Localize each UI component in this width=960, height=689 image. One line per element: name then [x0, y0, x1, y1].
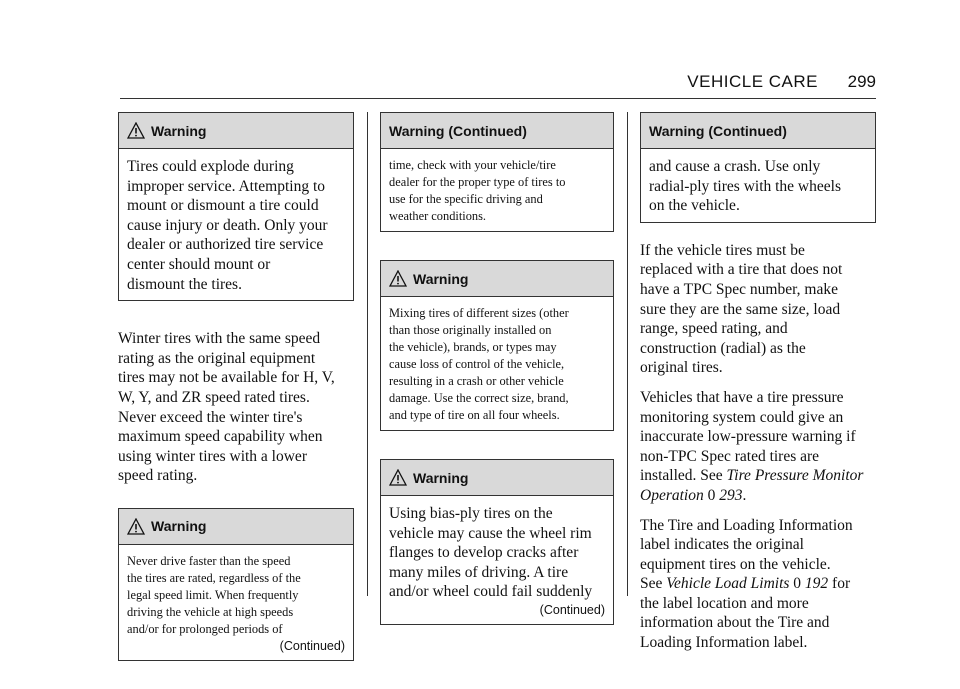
warning-triangle-icon: [127, 122, 145, 139]
text-line: Never drive faster than the speed: [127, 553, 291, 568]
text-line: mount or dismount a tire could: [127, 197, 319, 215]
text-line: label indicates the original: [640, 536, 804, 554]
text-fragment: .: [742, 486, 747, 504]
text-line: and cause a crash. Use only: [649, 158, 821, 175]
warning-body: [119, 545, 353, 660]
warning-body: [381, 149, 613, 231]
warning-title: Warning: [413, 469, 469, 486]
page-ref-number[interactable]: 293: [719, 486, 743, 504]
text-line: dealer for the proper type of tires to: [389, 175, 566, 189]
warning-box: [118, 508, 354, 661]
page-ref-number[interactable]: 192: [804, 575, 829, 593]
text-line: monitoring system could give an: [640, 408, 844, 426]
text-line: driving the vehicle at high speeds: [127, 604, 294, 619]
text-line: sure they are the same size, load: [640, 300, 841, 318]
continued-label: (Continued): [539, 602, 605, 617]
warning-title: Warning: [413, 270, 469, 287]
text-line: than those originally installed on: [389, 323, 552, 337]
body-paragraph: [640, 516, 876, 653]
cross-reference-link[interactable]: Operation: [640, 486, 704, 504]
text-line: non-TPC Spec rated tires are: [640, 447, 820, 465]
warning-header: [119, 509, 353, 545]
page-ref-arrow-icon: 0: [707, 486, 716, 504]
text-fragment: See: [640, 575, 667, 593]
text-fragment: for: [828, 575, 851, 593]
warning-box: [380, 459, 614, 625]
text-line: Vehicles that have a tire pressure: [640, 388, 844, 406]
text-line: cause injury or death. Only your: [127, 216, 328, 234]
warning-header: [641, 113, 875, 149]
text-line: have a TPC Spec number, make: [640, 280, 838, 298]
text-line: speed rating.: [118, 467, 198, 485]
text-line: and/or wheel could fail suddenly: [389, 583, 593, 601]
text-line: Winter tires with the same speed: [118, 330, 321, 348]
text-line: flanges to develop cracks after: [389, 544, 579, 562]
column-3: [640, 112, 876, 663]
text-line: Never exceed the winter tire's: [118, 408, 303, 426]
text-line: damage. Use the correct size, brand,: [389, 391, 569, 405]
text-line: The Tire and Loading Information: [640, 516, 853, 534]
warning-title: Warning (Continued): [389, 122, 527, 139]
text-line: on the vehicle.: [649, 197, 740, 215]
text-line: radial-ply tires with the wheels: [649, 177, 841, 195]
section-title: VEHICLE CARE: [687, 72, 818, 91]
warning-header: [119, 113, 353, 149]
text-line: replaced with a tire that does not: [640, 261, 843, 279]
text-line: time, check with your vehicle/tire: [389, 158, 556, 172]
text-line: improper service. Attempting to: [127, 177, 326, 195]
warning-body: [381, 297, 613, 430]
body-paragraph: [640, 388, 876, 506]
text-line: maximum speed capability when: [118, 428, 323, 446]
text-line: the label location and more: [640, 594, 809, 612]
column-divider: [627, 112, 628, 596]
warning-title: Warning (Continued): [649, 122, 787, 139]
cross-reference-link[interactable]: Vehicle Load Limits: [666, 575, 790, 593]
text-line: If the vehicle tires must be: [640, 241, 805, 259]
warning-title: Warning: [151, 518, 207, 535]
text-line: [640, 466, 876, 486]
warning-header: [381, 113, 613, 149]
warning-body: [381, 496, 613, 624]
text-line: [640, 574, 876, 594]
text-line: range, speed rating, and: [640, 320, 788, 338]
column-2: [380, 112, 614, 653]
body-paragraph: [118, 329, 354, 486]
text-line: rating as the original equipment: [118, 349, 316, 367]
text-line: dealer or authorized tire service: [127, 236, 324, 254]
text-line: resulting in a crash or other vehicle: [389, 374, 564, 388]
text-line: construction (radial) as the: [640, 339, 806, 357]
text-line: legal speed limit. When frequently: [127, 587, 299, 602]
text-line: inaccurate low-pressure warning if: [640, 428, 856, 446]
warning-header: [381, 460, 613, 496]
text-line: weather conditions.: [389, 209, 487, 223]
text-line: Mixing tires of different sizes (other: [389, 306, 569, 320]
warning-box: [640, 112, 876, 223]
text-line: vehicle may cause the wheel rim: [389, 524, 592, 542]
text-line: and type of tire on all four wheels.: [389, 408, 560, 422]
page-ref-arrow-icon: 0: [793, 575, 802, 593]
warning-triangle-icon: [127, 518, 145, 535]
text-line: tires may not be available for H, V,: [118, 369, 335, 387]
text-line: equipment tires on the vehicle.: [640, 555, 831, 573]
text-line: use for the specific driving and: [389, 192, 543, 206]
page-number: 299: [847, 72, 876, 91]
warning-body: [119, 149, 353, 300]
text-line: the vehicle), brands, or types may: [389, 340, 557, 354]
column-divider: [367, 112, 368, 596]
text-line: Tires could explode during: [127, 158, 294, 175]
text-line: [640, 486, 876, 506]
text-line: Using bias-ply tires on the: [389, 505, 553, 522]
warning-box: [380, 112, 614, 232]
warning-box: [380, 260, 614, 431]
warning-triangle-icon: [389, 469, 407, 486]
text-line: dismount the tires.: [127, 275, 242, 293]
text-line: W, Y, and ZR speed rated tires.: [118, 388, 310, 406]
warning-body: [641, 149, 875, 222]
page-header: [120, 70, 876, 99]
text-line: many miles of driving. A tire: [389, 563, 569, 581]
cross-reference-link[interactable]: Tire Pressure Monitor: [726, 467, 864, 485]
continued-label: (Continued): [279, 638, 345, 653]
body-paragraph: [640, 241, 876, 378]
text-line: using winter tires with a lower: [118, 447, 307, 465]
warning-header: [381, 261, 613, 297]
text-line: center should mount or: [127, 255, 271, 273]
warning-triangle-icon: [389, 270, 407, 287]
text-fragment: installed. See: [640, 467, 727, 485]
text-line: cause loss of control of the vehicle,: [389, 357, 565, 371]
column-1: [118, 112, 354, 689]
text-line: and/or for prolonged periods of: [127, 621, 283, 636]
text-line: the tires are rated, regardless of the: [127, 570, 301, 585]
text-line: original tires.: [640, 359, 723, 377]
warning-title: Warning: [151, 122, 207, 139]
text-line: Loading Information label.: [640, 634, 808, 652]
text-line: information about the Tire and: [640, 614, 830, 632]
warning-box: [118, 112, 354, 301]
